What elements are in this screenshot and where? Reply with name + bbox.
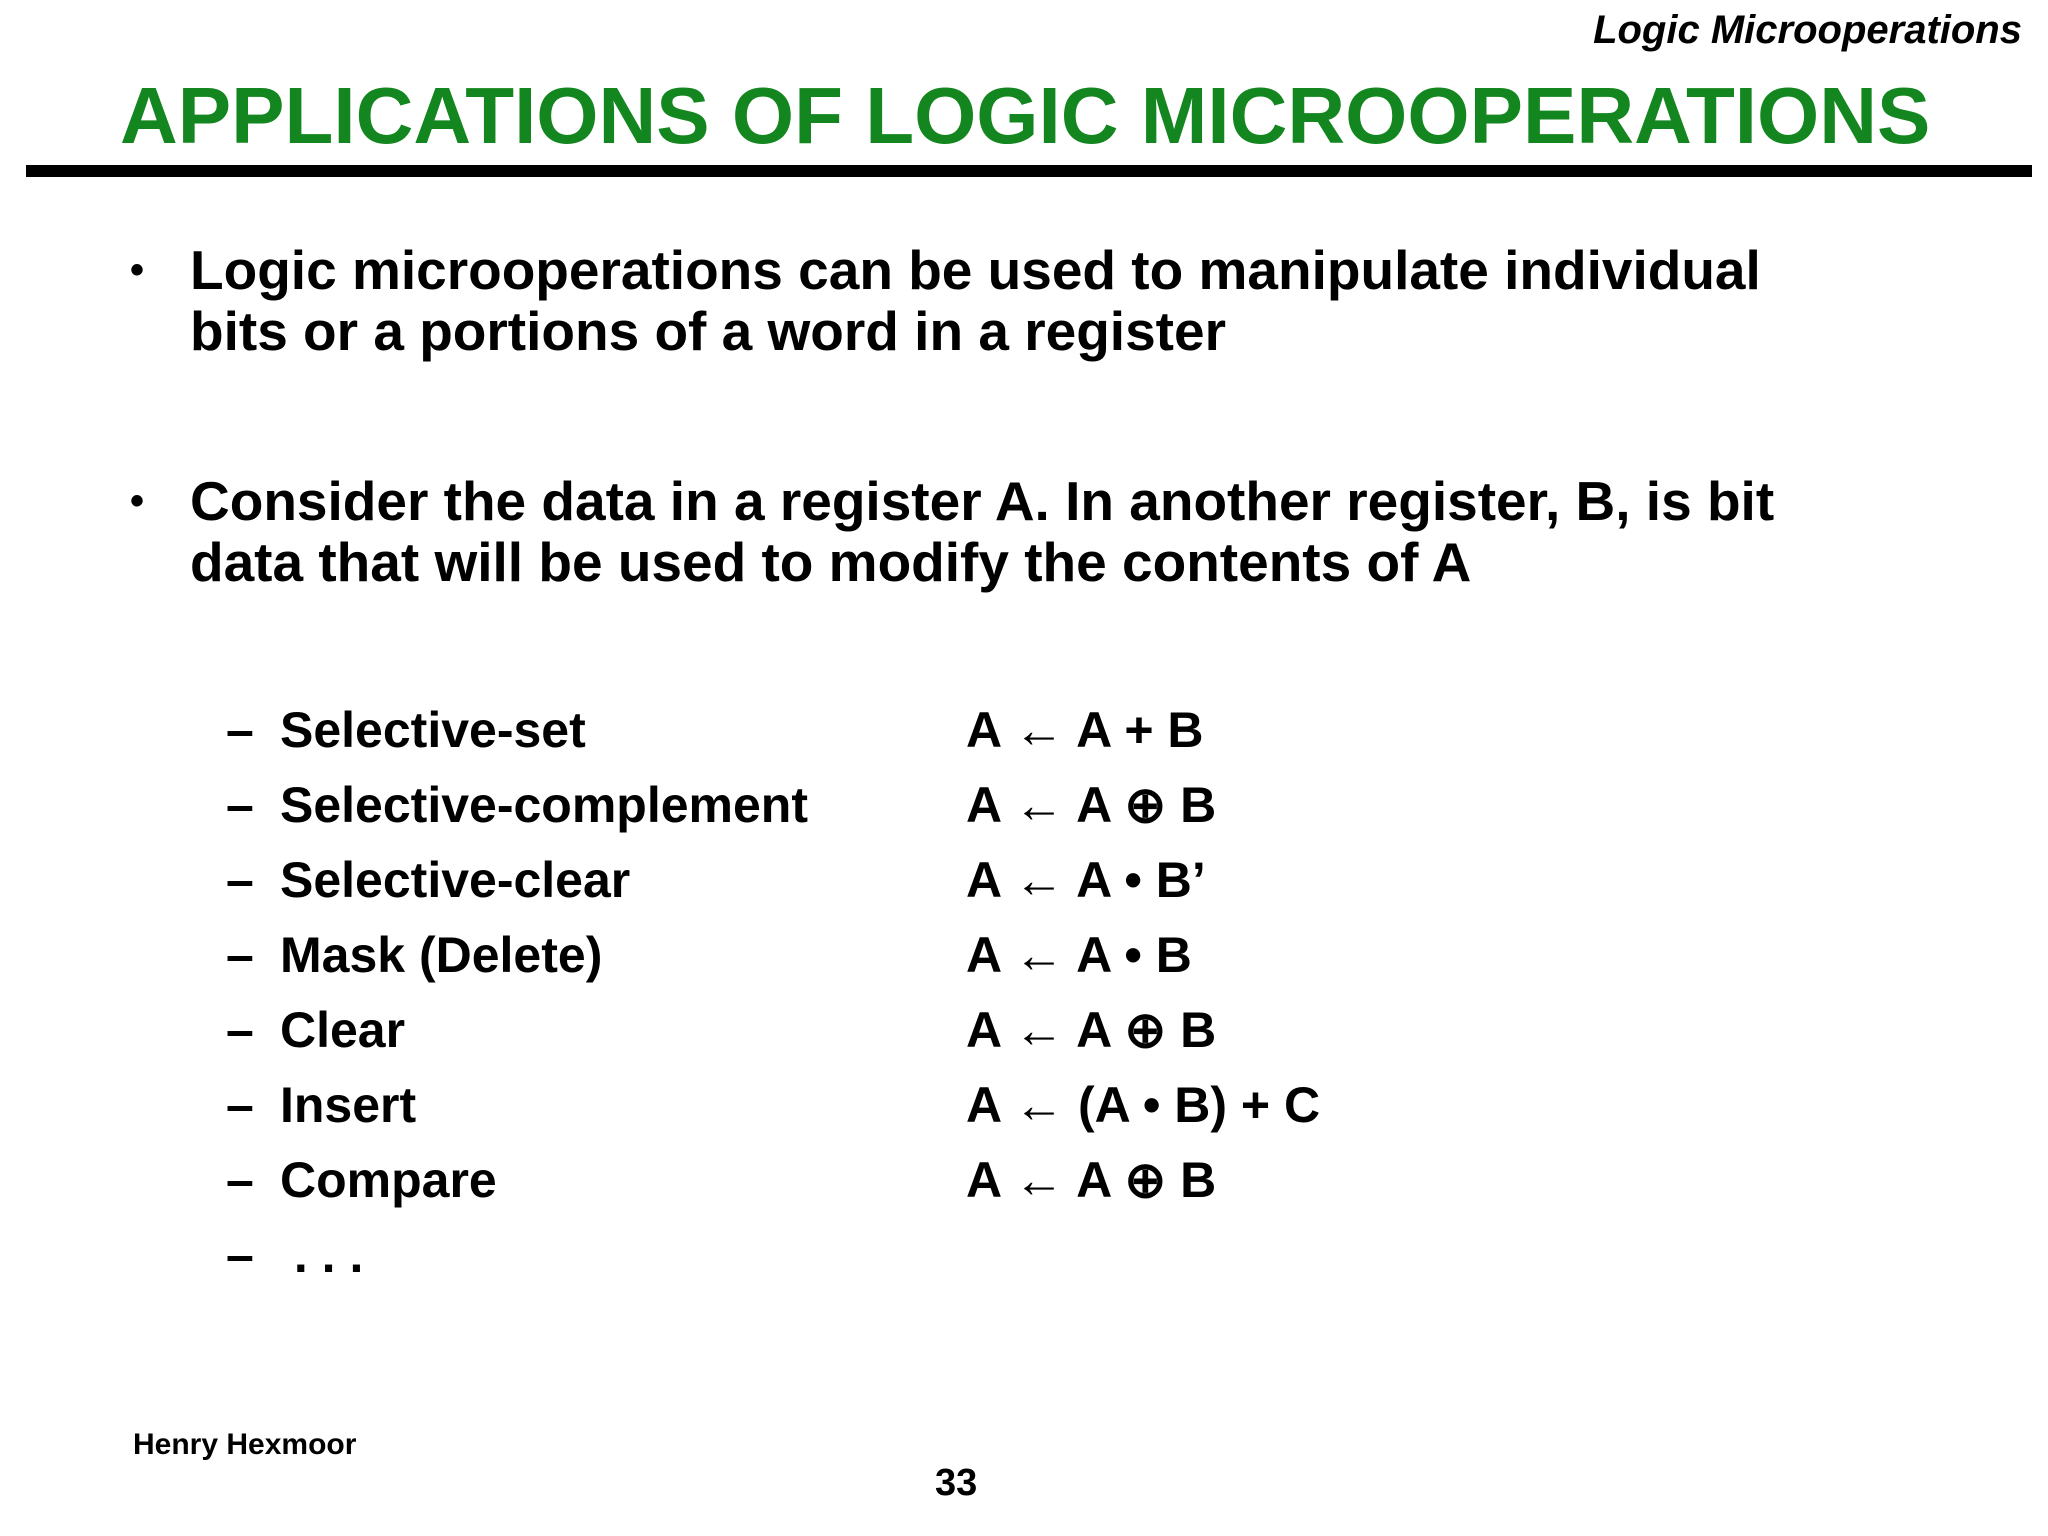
operation-expression: A ← A + B [966,702,1204,758]
bullet-marker: • [130,248,145,292]
dash-marker: – [226,1002,254,1058]
operation-name: Selective-set [280,702,586,758]
operation-name: Clear [280,1002,406,1058]
page-number: 33 [935,1462,978,1504]
bullet-line: data that will be used to modify the contents of A [190,531,1472,593]
dash-marker: – [226,1152,254,1208]
bullet-line: Logic microoperations can be used to manipulate individual [190,239,1761,301]
title-divider [26,165,2032,177]
bullet-marker: • [130,479,145,523]
operation-expression: A ← (A • B) + C [966,1077,1321,1133]
operation-name: Mask (Delete) [280,927,603,983]
section-label: Logic Microoperations [1593,8,2022,52]
operation-expression: A ← A • B [966,927,1192,983]
dash-marker: – [226,1227,254,1283]
footer-author: Henry Hexmoor [133,1428,357,1461]
slide-title: APPLICATIONS OF LOGIC MICROOPERATIONS [120,71,1931,160]
operation-name: . . . [280,1227,364,1283]
operation-name: Insert [280,1077,417,1133]
operation-expression: A ← A • B’ [966,852,1206,908]
bullet-text [190,240,1761,362]
dash-marker: – [226,927,254,983]
operation-name: Selective-complement [280,777,808,833]
operation-expression: A ← A ⊕ B [966,777,1217,833]
dash-marker: – [226,777,254,833]
dash-marker: – [226,702,254,758]
bullet-line: Consider the data in a register A. In another register, B, is bit [190,470,1775,532]
operation-name: Selective-clear [280,852,631,908]
dash-marker: – [226,1077,254,1133]
operation-expression: A ← A ⊕ B [966,1152,1217,1208]
operation-expression: A ← A ⊕ B [966,1002,1217,1058]
operation-name: Compare [280,1152,497,1208]
dash-marker: – [226,852,254,908]
bullet-text [190,471,1774,593]
bullet-line: bits or a portions of a word in a register [190,300,1226,362]
